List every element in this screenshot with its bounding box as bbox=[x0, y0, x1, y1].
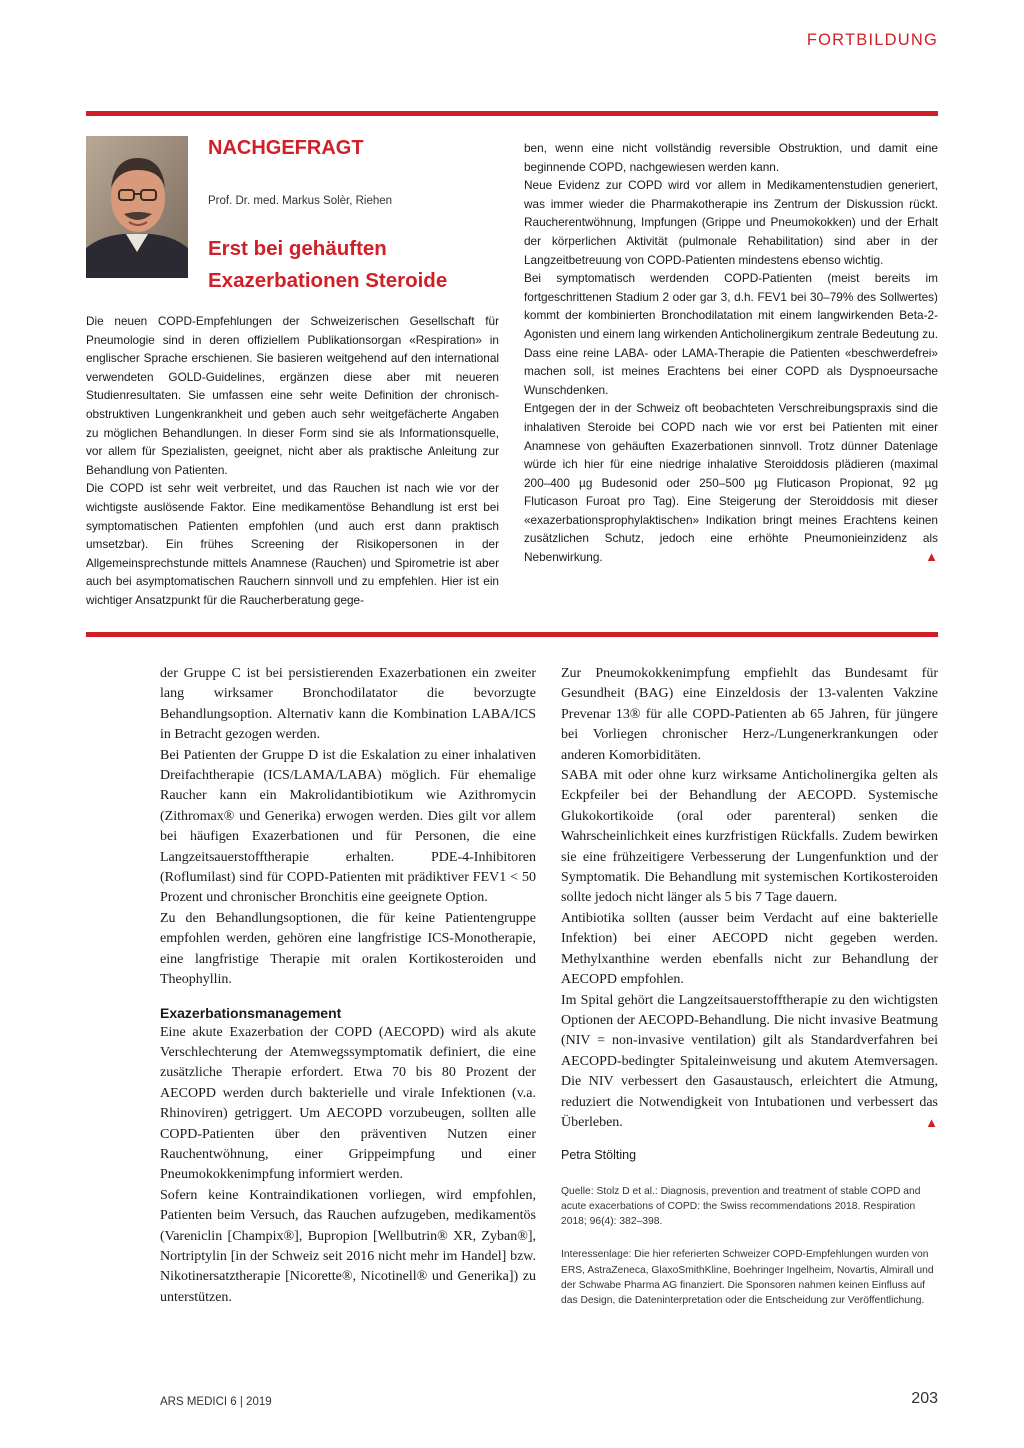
body-paragraph bbox=[561, 991, 938, 1134]
headline-line: Exazerbationen Steroide bbox=[208, 269, 448, 292]
box-paragraph-text: Entgegen der in der Schweiz oft beobachteten Verschreibungspraxis sind die inhalativen Steroide bei COPD nach wie vor erst bei Patienten mit einer Anamnese von gehäuften Exazerbationen sinnvoll. Trotz dünner Datenlage würde ich hier für eine niedrige inhalative Steroiddosis plädieren (maximal 200–400 µg Budesonid oder 250–500 µg Fluticason Propionat, 92 µg Fluticason Furoat pro Tag). Eine Steigerung der Steroiddosis mit dieser «exazerbationsprophylaktischen» Indikation bringt meines Erachtens keinen zusätzlichen Schutz, jedoch eine erhöhte Pneumonieinzidenz als Nebenwirkung. bbox=[524, 401, 938, 565]
box-bottom-rule bbox=[86, 632, 938, 637]
main-left-column bbox=[160, 664, 536, 1308]
section-label: FORTBILDUNG bbox=[806, 31, 938, 49]
author-photo bbox=[86, 136, 188, 278]
headline-line: Erst bei gehäuften bbox=[208, 237, 387, 260]
source-note: Quelle: Stolz D et al.: Diagnosis, prevention and treatment of stable COPD and acute exacerbations of COPD: the Swiss recommendations 2018. Respiration 2018; 96(4): 382–398. bbox=[561, 1185, 921, 1228]
end-mark-icon: ▲ bbox=[925, 549, 938, 565]
author-name: Prof. Dr. med. Markus Solèr, Riehen bbox=[208, 195, 393, 207]
box-paragraph: Neue Evidenz zur COPD wird vor allem in Medikamentenstudien generiert, was immer wieder die Pharmakotherapie ins Zentrum der Diskussion rückt. Raucherentwöhnung, Impfungen (Grippe und Pneumokokken) und der Erhalt der körperlichen Aktivität (pulmonale Rehabilitation) sind aber in der Langzeitbetreuung von COPD-Patienten mindestens ebenso wichtig. bbox=[524, 178, 938, 267]
body-paragraph: Eine akute Exazerbation der COPD (AECOPD) wird als akute Verschlechterung der Atemwegssymptomatik definiert, die eine zusätzliche Therapie erfordert. Etwa 70 bis 80 Prozent der AECOPD werden durch bakterielle und virale Infektionen (v.a. Rhinoviren) getriggert. Um AECOPD vorzubeugen, sollten alle COPD-Patienten über den präventiven Nutzen einer Rauchentwöhnung, einer Grippeimpfung und einer Pneumokokkenimpfung informiert werden. bbox=[160, 1024, 536, 1183]
body-paragraph: Sofern keine Kontraindikationen vorliegen, wird empfohlen, Patienten beim Versuch, das Rauchen aufzugeben, medikamentös (Vareniclin [Champix®], Bupropion [Wellbutrin® XR, Zyban®], Nortriptylin [in der Schweiz seit 2016 nicht mehr im Handel] bzw. Nikotinersatztherapie [Nicorette®, Nicotinell® und Generika]) zu unterstützen. bbox=[160, 1187, 536, 1305]
box-title: NACHGEFRAGT bbox=[208, 137, 364, 159]
body-paragraph: der Gruppe C ist bei persistierenden Exazerbationen ein zweiter lang wirksamer Bronchodilatator die bevorzugte Behandlungsoption. Alternativ kann die Kombination LABA/ICS in Betracht gezogen werden. bbox=[160, 666, 536, 743]
body-paragraph: Zu den Behandlungsoptionen, die für keine Patientengruppe empfohlen werden, gehören eine langfristige ICS-Monotherapie, eine langfristige Therapie mit oralen Kortikosteroiden und Theophyllin. bbox=[160, 910, 536, 988]
body-paragraph: Antibiotika sollten (ausser beim Verdacht auf eine bakterielle Infektion) bei einer AECOPD nicht gegeben werden. Methylxanthine werden ebenfalls nicht zur Behandlung der AECOPD empfohlen. bbox=[561, 910, 938, 988]
end-mark-icon: ▲ bbox=[925, 1114, 938, 1130]
author-signature: Petra Stölting bbox=[561, 1148, 637, 1163]
box-left-column bbox=[86, 312, 499, 610]
box-paragraph: ben, wenn eine nicht vollständig reversible Obstruktion, und damit eine beginnende COPD, nachgewiesen werden kann. bbox=[524, 141, 938, 174]
headline bbox=[208, 233, 447, 297]
footer-journal: ARS MEDICI 6 | 2019 bbox=[160, 1396, 272, 1408]
body-paragraph: Zur Pneumokokkenimpfung empfiehlt das Bundesamt für Gesundheit (BAG) eine Einzeldosis der 13-valenten Vakzine Prevenar 13® für alle COPD-Patienten ab 65 Jahren, für jüngere bei Vorliegen chronischer Herz-/Lungenerkrankungen oder anderen Komorbiditäten. bbox=[561, 666, 938, 763]
body-paragraph-text: Im Spital gehört die Langzeitsauerstofftherapie zu den wichtigsten Optionen der AECOPD-Behandlung. Die nicht invasive Beatmung (NIV = non-invasive ventilation) gilt als Standardverfahren bei AECOPD-bedingter Spitaleinweisung und akutem Atemversagen. Die NIV verbessert den Gasaustausch, erleichtert die Atmung, reduziert die Notwendigkeit von Intubationen und verbessert das Überleben. bbox=[561, 992, 938, 1130]
box-paragraph: Die COPD ist sehr weit verbreitet, und das Rauchen ist nach wie vor der wichtigste auslösende Faktor. Eine medikamentöse Behandlung ist erst bei symptomatischen Patienten empfohlen (und auch erst dann praktisch umsetzbar). Ein frühes Screening der Risikopersonen in der Allgemeinsprechstunde mittels Anamnese (Rauchen) und Spirometrie ist aber auch bei asymptomatischen Rauchern sinnvoll und zu empfehlen. Hier ist ein wichtiger Ansatzpunkt für die Raucherberatung gege- bbox=[86, 481, 499, 607]
box-paragraph: Die neuen COPD-Empfehlungen der Schweizerischen Gesellschaft für Pneumologie sind in deren offiziellem Publikationsorgan «Respiration» in englischer Sprache erschienen. Sie basieren weitgehend auf den international verwendeten GOLD-Guidelines, ergänzen diese aber mit neueren Studienresultaten. Sie umfassen eine sehr weite Definition der chronisch-obstruktiven Lungenkrankheit und geben auch sehr weitgefächerte Angaben zu möglichen Behandlungen. In dieser Form sind sie als Informationsquelle, vor allem für Spezialisten, geeignet, nicht aber als praktische Anleitung zur Behandlung von Patienten. bbox=[86, 314, 499, 477]
body-paragraph: SABA mit oder ohne kurz wirksame Anticholinergika gelten als Eckpfeiler bei der Behandlung der AECOPD. Systemische Glukokortikoide (oral oder parenteral) senken die Wahrscheinlichkeit eines kurzfristigen Rückfalls. Zudem bewirken sie eine frühzeitigere Verbesserung der Lungenfunktion und der Symptomatik. Die Behandlung mit systemischen Kortikosteroiden sollte jedoch nicht länger als 5 bis 7 Tage dauern. bbox=[561, 768, 938, 906]
body-paragraph: Bei Patienten der Gruppe D ist die Eskalation zu einer inhalativen Dreifachtherapie (ICS/LAMA/LABA) möglich. Für ehemalige Raucher kann ein Makrolidantibiotikum wie Azithromycin (Zithromax® und Generika) erwogen werden. Dies gilt vor allem bei häufigen Exazerbationen und für Personen, die eine Langzeitsauerstofftherapie erhalten. PDE-4-Inhibitoren (Roflumilast) sind für COPD-Patienten mit prädiktiver FEV1 < 50 Prozent und chronischer Bronchitis eine geeignete Option. bbox=[160, 747, 536, 906]
box-top-rule bbox=[86, 111, 938, 116]
box-right-column bbox=[524, 139, 938, 567]
section-heading: Exazerbationsmanagement bbox=[160, 1004, 342, 1021]
interest-note: Interessenlage: Die hier referierten Schweizer COPD-Empfehlungen wurden von ERS, AstraZeneca, GlaxoSmithKline, Boehringer Ingelheim, Novartis, Almirall und der Schwabe Pharma AG finanziert. Die Sponsoren nahmen keinen Einfluss auf das Design, die Dateninterpretation oder die Entscheidung zur Veröffentlichung. bbox=[561, 1249, 934, 1306]
box-paragraph: Bei symptomatisch werdenden COPD-Patienten (meist bereits im fortgeschrittenen Stadium 2 oder gar 3, d.h. FEV1 bei 30–79% des Sollwertes) kommt der kombinierten Bronchodilatation mit einem langwirkenden Beta-2-Agonisten und einem lang wirkenden Anticholinergikum zentrale Bedeutung zu. Dass eine reine LABA- oder LAMA-Therapie die Patienten «beschwerdefrei» machen soll, ist meines Erachtens bei einer COPD als Dyspnoeursache Wunschdenken. bbox=[524, 271, 938, 397]
main-right-column bbox=[561, 664, 938, 1308]
page-number: 203 bbox=[911, 1390, 938, 1407]
box-paragraph bbox=[524, 399, 938, 566]
